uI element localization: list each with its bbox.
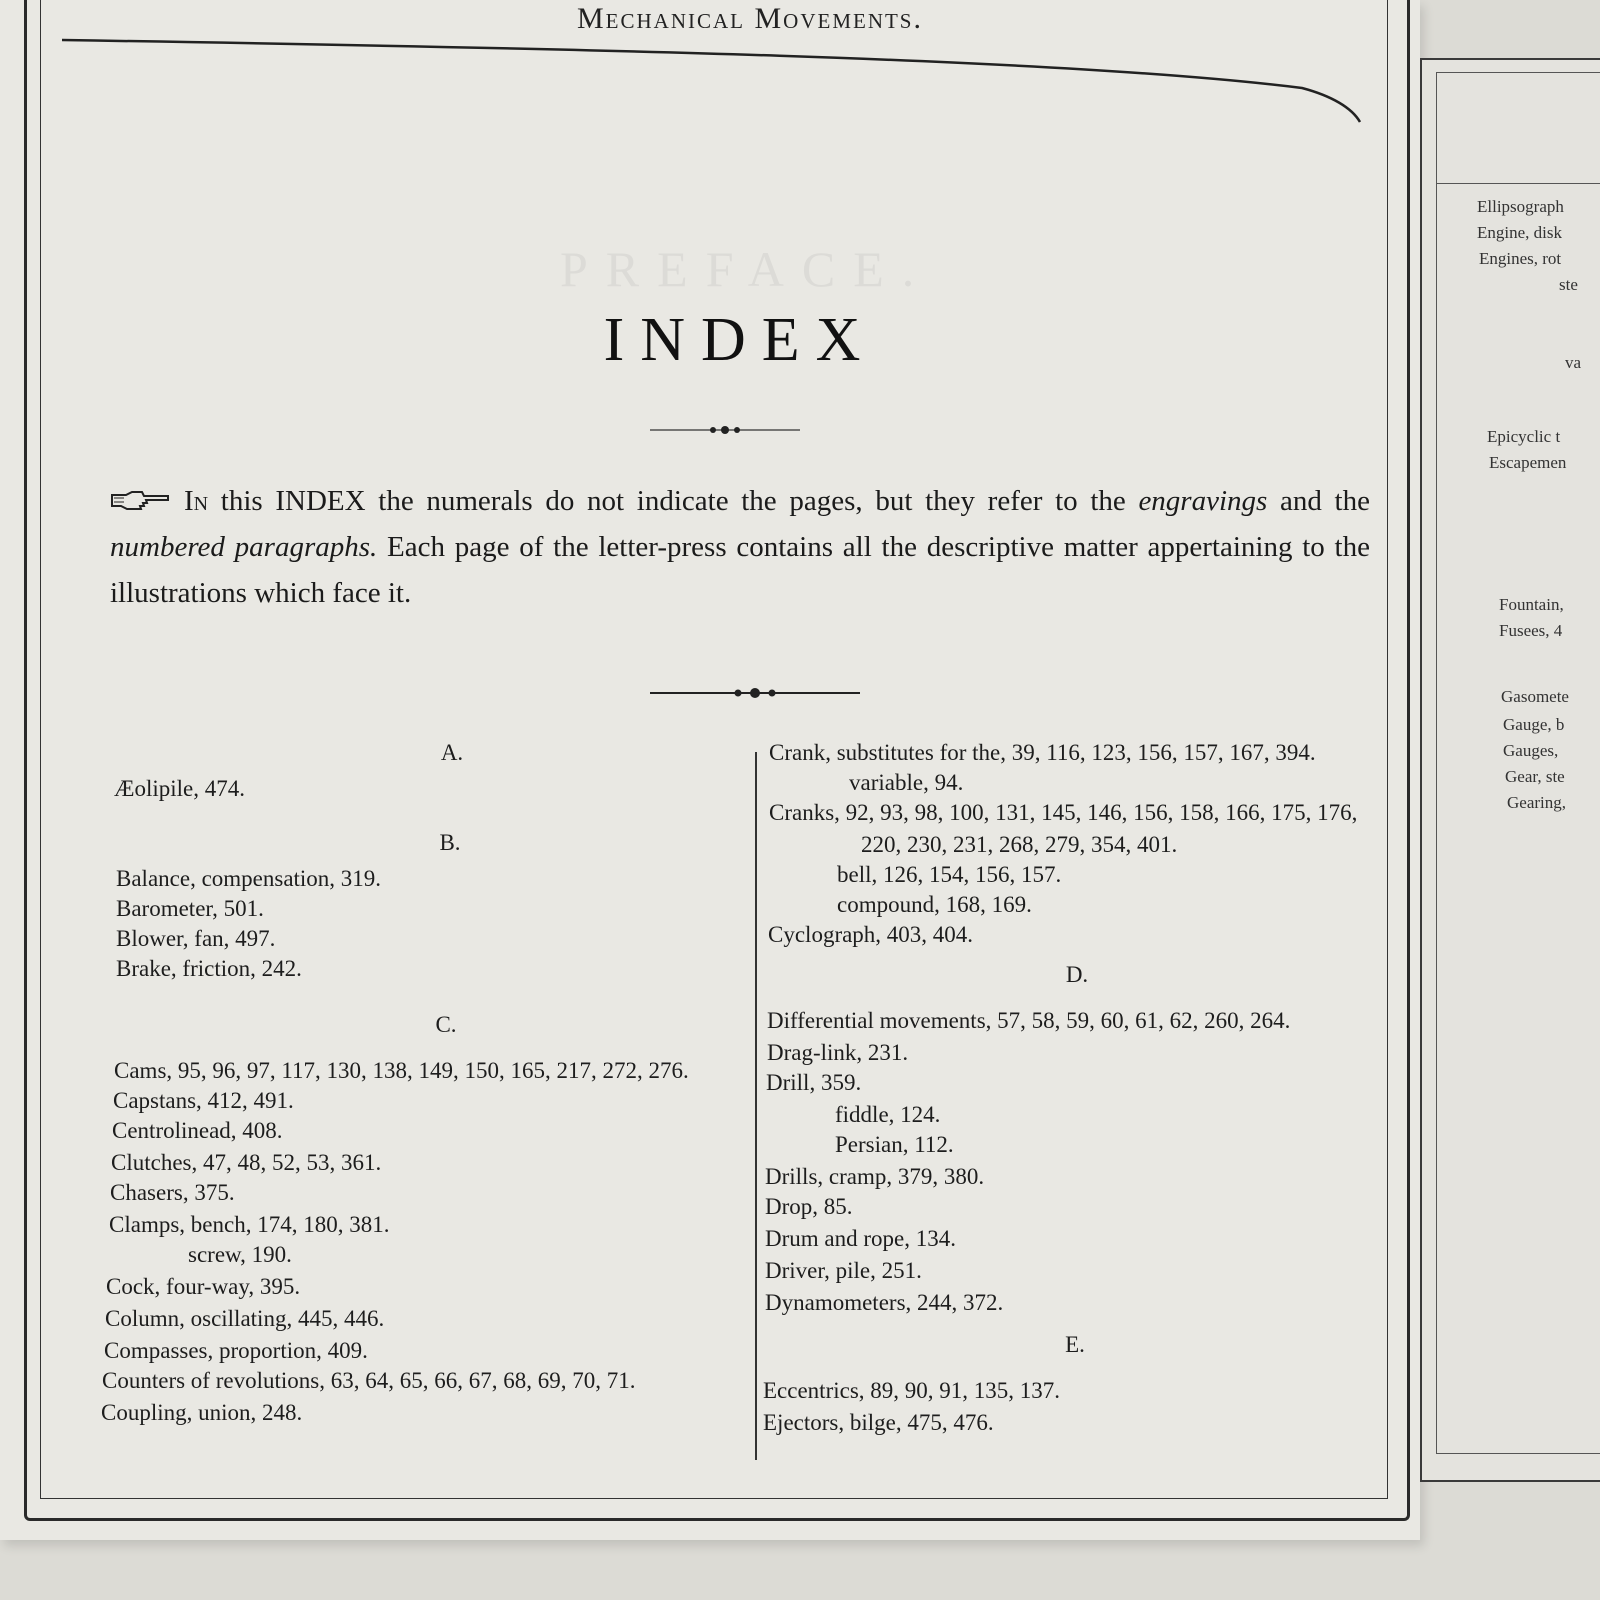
facing-entry: Fountain, — [1499, 595, 1564, 614]
index-entry: Blower, fan, 497. — [116, 926, 276, 951]
facing-entry: Escapemen — [1489, 453, 1567, 472]
index-entry: Clamps, bench, 174, 180, 381. — [109, 1212, 390, 1237]
show-through-heading: PREFACE. — [560, 241, 933, 297]
facing-entry: Ellipsograph — [1477, 197, 1564, 216]
note-text-2: and the — [1267, 485, 1370, 517]
index-entry: Cranks, 92, 93, 98, 100, 131, 145, 146, 156, 158, 166, 175, 176, — [769, 800, 1358, 825]
index-entry: Capstans, 412, 491. — [113, 1088, 294, 1113]
section-ornament — [650, 683, 860, 703]
header-rule — [62, 38, 1362, 128]
index-entry: Compasses, proportion, 409. — [104, 1338, 368, 1363]
index-entry: Drop, 85. — [765, 1194, 853, 1219]
index-subentry: Persian, 112. — [835, 1132, 954, 1157]
column-divider — [755, 752, 757, 1460]
letter-heading-e: E. — [1065, 1332, 1085, 1357]
facing-entry: Gasomete — [1501, 687, 1569, 706]
index-continuation: 220, 230, 231, 268, 279, 354, 401. — [861, 832, 1178, 857]
facing-entry: Gauges, — [1503, 741, 1559, 760]
index-entry: Differential movements, 57, 58, 59, 60, 61, 62, 260, 264. — [767, 1008, 1291, 1033]
running-head: Mechanical Movements. — [576, 2, 923, 35]
index-subentry: variable, 94. — [849, 770, 964, 795]
facing-entry: Engines, rot — [1479, 249, 1562, 268]
index-entry: Drum and rope, 134. — [765, 1226, 956, 1251]
note-text-3: Each page of the letter-press contains all the descriptive matter appertaining to the illustrations which face it. — [110, 531, 1370, 609]
index-entry: Centrolinead, 408. — [112, 1118, 283, 1143]
facing-page-border — [1436, 72, 1600, 1454]
pointing-hand-icon — [110, 489, 170, 513]
index-entry: Driver, pile, 251. — [765, 1258, 922, 1283]
facing-entry: Gearing, — [1507, 793, 1567, 812]
page-title: INDEX — [603, 306, 877, 374]
index-entry: Column, oscillating, 445, 446. — [105, 1306, 385, 1331]
index-entry: Drills, cramp, 379, 380. — [765, 1164, 985, 1189]
letter-heading-c: C. — [435, 1012, 457, 1037]
facing-entry: ste — [1559, 275, 1578, 294]
index-entry: Cock, four-way, 395. — [106, 1274, 301, 1299]
index-subentry: fiddle, 124. — [835, 1102, 941, 1127]
index-entry: Æolipile, 474. — [114, 776, 245, 801]
note-emphasis-paragraphs: numbered paragraphs. — [110, 531, 378, 563]
index-entry: Cams, 95, 96, 97, 117, 130, 138, 149, 150, 165, 217, 272, 276. — [114, 1058, 689, 1083]
index-entry: Ejectors, bilge, 475, 476. — [763, 1410, 994, 1435]
index-entry: Drag-link, 231. — [767, 1040, 909, 1065]
index-subentry: compound, 168, 169. — [837, 892, 1032, 917]
letter-heading-d: D. — [1065, 962, 1089, 987]
index-entry: Eccentrics, 89, 90, 91, 135, 137. — [763, 1378, 1061, 1403]
index-entry: Dynamometers, 244, 372. — [765, 1290, 1004, 1315]
facing-entry: Engine, disk — [1477, 223, 1562, 242]
index-entry: Clutches, 47, 48, 52, 53, 361. — [111, 1150, 382, 1175]
facing-entry: va — [1565, 353, 1582, 372]
letter-heading-b: B. — [439, 830, 461, 855]
title-ornament — [650, 420, 800, 440]
index-note — [110, 478, 1370, 616]
index-subentry: bell, 126, 154, 156, 157. — [837, 862, 1062, 887]
index-entry: Cyclograph, 403, 404. — [768, 922, 974, 947]
index-subentry: screw, 190. — [188, 1242, 292, 1267]
index-entry: Barometer, 501. — [116, 896, 264, 921]
facing-entry: Epicyclic t — [1487, 427, 1561, 446]
index-entry: Counters of revolutions, 63, 64, 65, 66, 67, 68, 69, 70, 71. — [102, 1368, 636, 1393]
index-entry: Coupling, union, 248. — [101, 1400, 303, 1425]
index-entry: Crank, substitutes for the, 39, 116, 123, 156, 157, 167, 394. — [769, 740, 1316, 765]
facing-page-rule — [1437, 183, 1600, 184]
note-text-1: this INDEX the numerals do not indicate the pages, but they refer to the — [208, 485, 1139, 517]
index-entry: Brake, friction, 242. — [116, 956, 302, 981]
facing-entry: Fusees, 4 — [1499, 621, 1563, 640]
facing-entry: Gear, ste — [1505, 767, 1565, 786]
index-entry: Chasers, 375. — [110, 1180, 235, 1205]
facing-entry: Gauge, b — [1503, 715, 1565, 734]
index-entry: Balance, compensation, 319. — [116, 866, 382, 891]
note-emphasis-engravings: engravings — [1138, 485, 1268, 517]
note-lead-word: In — [184, 485, 209, 517]
letter-heading-a: A. — [440, 740, 464, 765]
facing-page-edge — [1420, 58, 1600, 1482]
index-entry: Drill, 359. — [766, 1070, 862, 1095]
